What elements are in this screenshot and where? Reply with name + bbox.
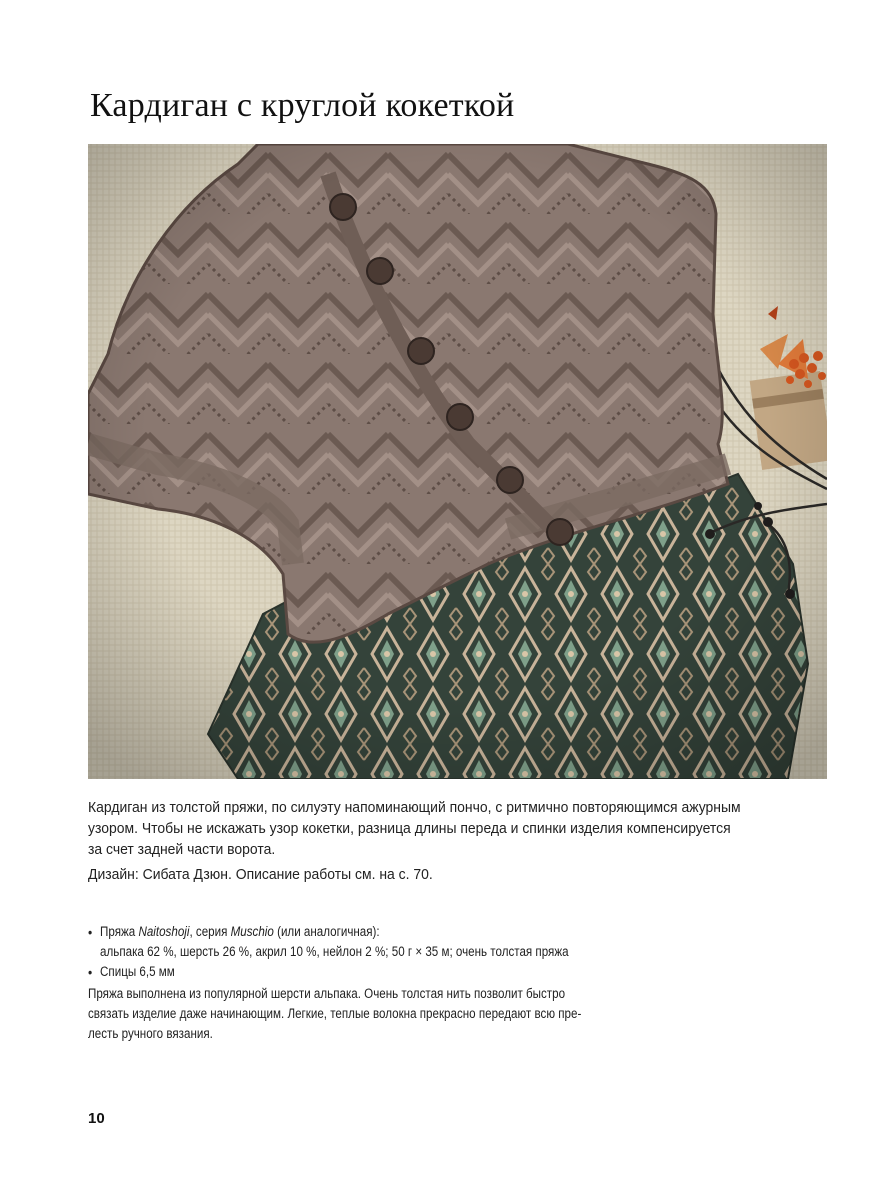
yarn-suffix: (или аналогичная): <box>273 924 380 939</box>
description <box>88 797 776 885</box>
yarn-item <box>88 922 621 962</box>
page-number: 10 <box>88 1110 105 1127</box>
description-line: узором. Чтобы не искажать узор кокетки, разница длины переда и спинки изделия компенсируется <box>88 820 731 837</box>
cardigan-photo <box>88 144 827 779</box>
page-title: Кардиган с круглой кокеткой <box>90 87 515 124</box>
description-line: Кардиган из толстой пряжи, по силуэту напоминающий пончо, с ритмично повторяющимся ажурным <box>88 799 741 816</box>
yarn-note-line: Пряжа выполнена из популярной шерсти альпака. Очень толстая нить позволит быстро <box>88 986 566 1001</box>
design-credit: Дизайн: Сибата Дзюн. Описание работы см. на с. 70. <box>88 866 433 883</box>
yarn-note-line: лесть ручного вязания. <box>88 1026 213 1041</box>
yarn-series: Muschio <box>230 924 274 939</box>
yarn-brand: Naitoshoji <box>138 924 190 939</box>
materials-list <box>88 922 621 1044</box>
yarn-prefix: Пряжа <box>100 924 139 939</box>
needles-text: Спицы 6,5 мм <box>100 964 175 979</box>
yarn-composition: альпака 62 %, шерсть 26 %, акрил 10 %, нейлон 2 %; 50 г × 35 м; очень толстая пряжа <box>100 944 569 959</box>
yarn-mid: , серия <box>189 924 231 939</box>
yarn-note-line: связать изделие даже начинающим. Легкие, теплые волокна прекрасно передают всю пре- <box>88 1006 582 1021</box>
yarn-note <box>88 984 621 1044</box>
description-line: за счет задней части ворота. <box>88 841 276 858</box>
needles-item <box>88 962 621 982</box>
